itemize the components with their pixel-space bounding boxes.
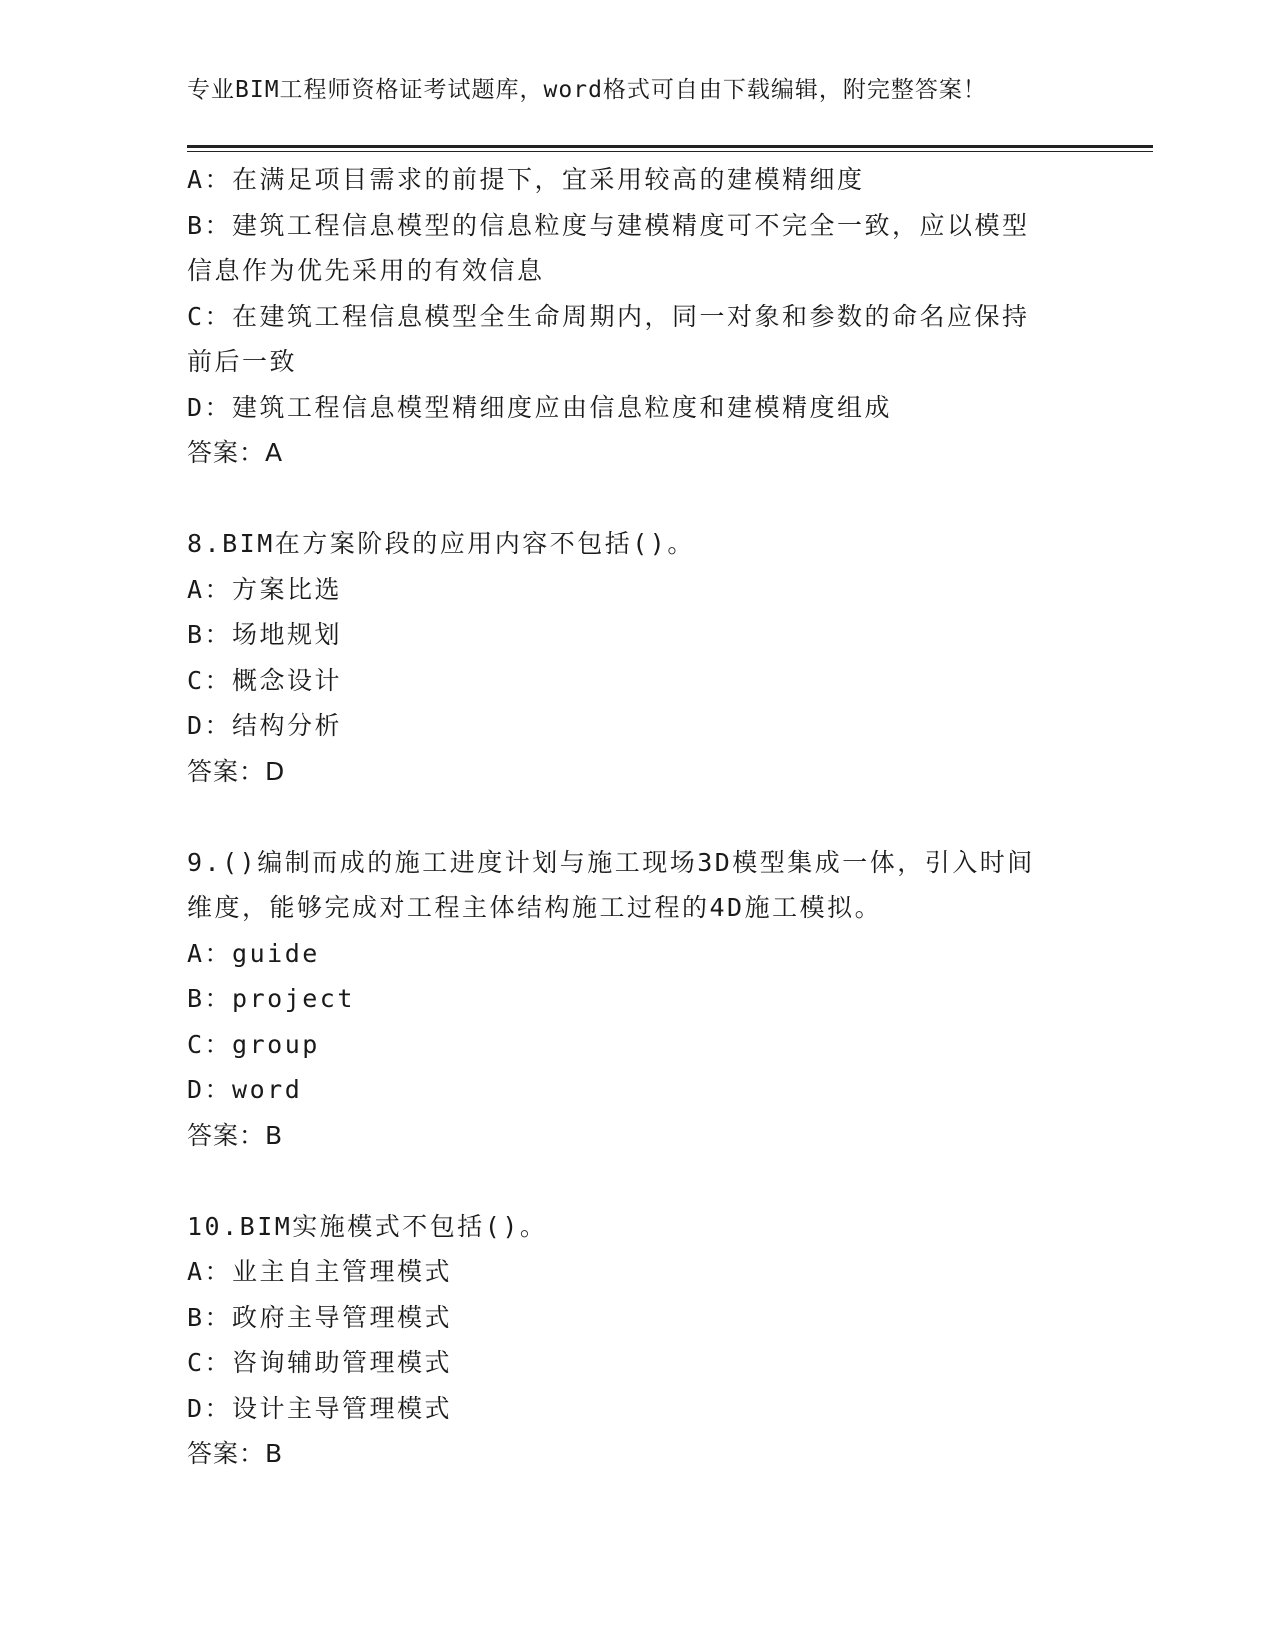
option-d: D：word — [187, 1075, 303, 1104]
option-a: A：业主自主管理模式 — [187, 1257, 453, 1286]
answer: 答案：B — [187, 1120, 284, 1150]
page-header: 专业BIM工程师资格证考试题库，word格式可自由下载编辑，附完整答案！ — [187, 77, 987, 103]
question-stem: 10.BIM实施模式不包括()。 — [187, 1211, 548, 1241]
option-c-continued: 前后一致 — [187, 347, 298, 376]
question-stem: 8.BIM在方案阶段的应用内容不包括()。 — [187, 529, 695, 558]
spacer — [187, 1158, 1087, 1204]
question-stem-continued: 维度，能够完成对工程主体结构施工过程的4D施工模拟。 — [187, 893, 883, 922]
option-c: C：在建筑工程信息模型全生命周期内，同一对象和参数的命名应保持 — [187, 301, 1030, 331]
option-b: B：建筑工程信息模型的信息粒度与建模精度可不完全一致，应以模型 — [187, 210, 1030, 240]
answer: 答案：A — [187, 438, 284, 467]
header-rule-thin — [187, 151, 1153, 152]
option-d: D：建筑工程信息模型精细度应由信息粒度和建模精度组成 — [187, 392, 893, 422]
option-a: A：在满足项目需求的前提下，宜采用较高的建模精细度 — [187, 165, 865, 194]
option-b: B：政府主导管理模式 — [187, 1302, 453, 1332]
spacer — [187, 794, 1087, 840]
option-b: B：场地规划 — [187, 620, 343, 649]
option-d: D：设计主导管理模式 — [187, 1393, 453, 1423]
option-b-continued: 信息作为优先采用的有效信息 — [187, 256, 545, 285]
question-10 — [187, 1204, 1087, 1477]
option-a: A：guide — [187, 938, 320, 968]
option-c: C：概念设计 — [187, 665, 343, 695]
option-c: C：group — [187, 1029, 320, 1059]
question-content — [187, 157, 1087, 1477]
answer: 答案：D — [187, 756, 286, 786]
option-a: A：方案比选 — [187, 574, 343, 604]
option-d: D：结构分析 — [187, 711, 343, 740]
question-7 — [187, 157, 1087, 476]
answer: 答案：B — [187, 1439, 284, 1468]
option-c: C：咨询辅助管理模式 — [187, 1348, 453, 1377]
question-stem: 9.()编制而成的施工进度计划与施工现场3D模型集成一体，引入时间 — [187, 847, 1035, 877]
option-b: B：project — [187, 984, 355, 1013]
question-8 — [187, 521, 1087, 794]
question-9 — [187, 840, 1087, 1159]
spacer — [187, 476, 1087, 522]
header-rule-thick — [187, 145, 1153, 148]
